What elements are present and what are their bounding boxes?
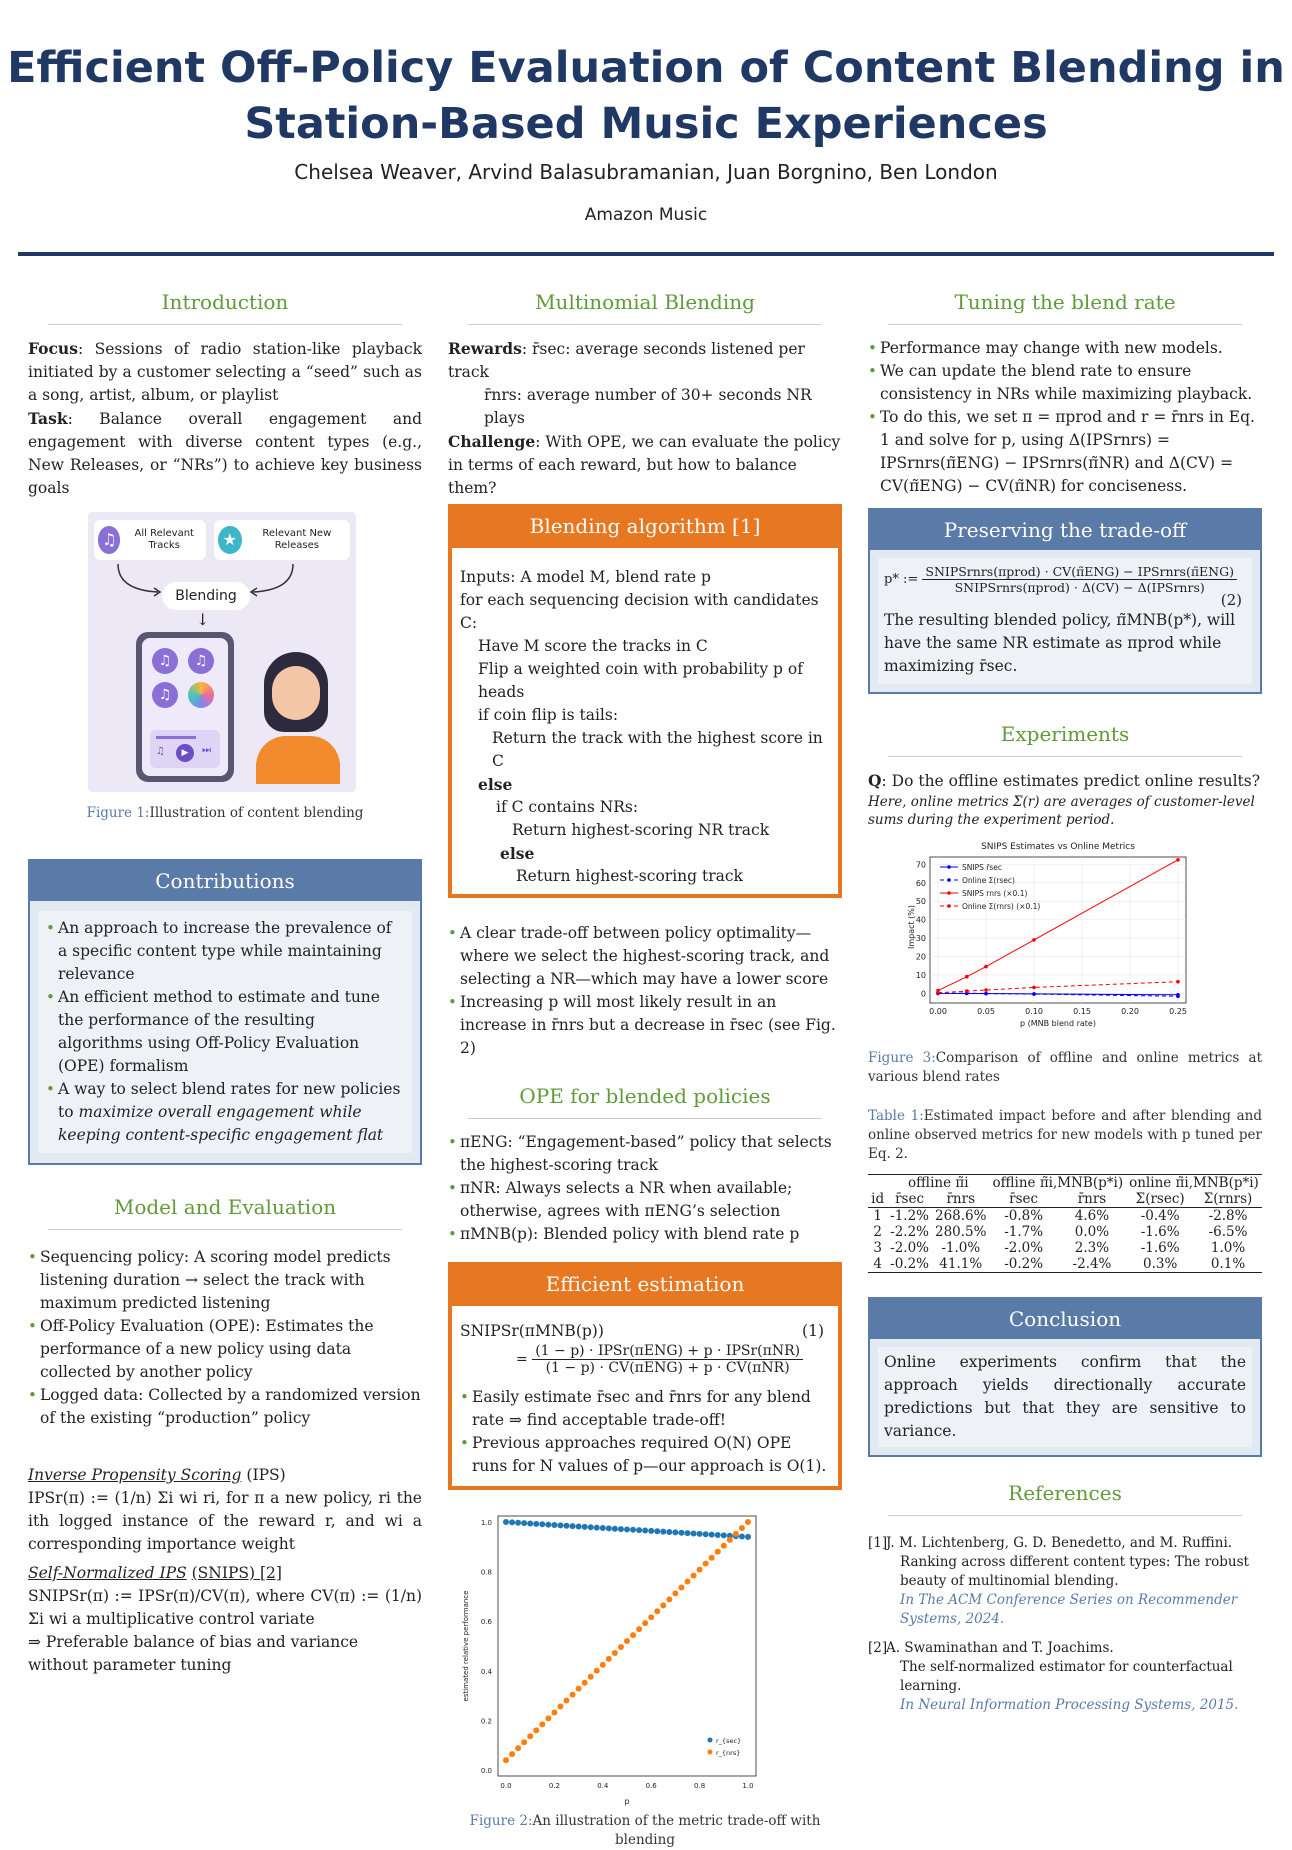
y-tick-label: 0.0 bbox=[480, 1767, 492, 1775]
data-point bbox=[984, 988, 988, 992]
model-eval-heading: Model and Evaluation bbox=[113, 1195, 337, 1219]
table-cell: 2 bbox=[873, 1224, 882, 1240]
list-item: • πNR: Always selects a NR when available; otherwise, agrees with πENG’s selection bbox=[448, 1177, 842, 1223]
conclusion-box bbox=[868, 1297, 1262, 1457]
algorithm-heading: Blending algorithm [1] bbox=[452, 508, 838, 548]
table-group-header: online π̃i,MNB(p*i) bbox=[1129, 1175, 1259, 1191]
list-item: • To do this, we set π = πprod and r = r̄nrs in Eq. 1 and solve for p, using Δ(IPSrnrs) = IPSrnrs(π̃ENG) − IPSrnrs(π̃NR) and Δ(CV) = CV(π̃ENG) − CV(π̃NR) for conciseness. bbox=[868, 406, 1262, 498]
data-point bbox=[715, 1532, 721, 1538]
x-axis-label: p bbox=[624, 1797, 630, 1806]
y-tick-label: 20 bbox=[915, 952, 926, 962]
table-cell: 1.0% bbox=[1210, 1240, 1246, 1256]
table-cell: -0.2% bbox=[1004, 1256, 1044, 1272]
data-point bbox=[1176, 994, 1180, 998]
data-point bbox=[672, 1529, 678, 1535]
snips-heading: Self-Normalized IPS (SNIPS) [2] bbox=[28, 1564, 282, 1582]
algo-line: Return highest-scoring track bbox=[516, 867, 743, 885]
data-point bbox=[642, 1528, 648, 1534]
data-point bbox=[936, 991, 940, 995]
data-point bbox=[709, 1555, 715, 1561]
tag-new-releases: ★ Relevant New Releases bbox=[214, 520, 350, 560]
table-cell: -0.8% bbox=[1004, 1208, 1044, 1224]
data-point bbox=[703, 1561, 709, 1567]
list-item: • Performance may change with new models. bbox=[868, 337, 1262, 360]
data-point bbox=[678, 1530, 684, 1536]
data-point bbox=[533, 1521, 539, 1527]
x-tick-label: 0.15 bbox=[1073, 1007, 1091, 1016]
affiliation: Amazon Music bbox=[584, 205, 708, 225]
table-cell: -2.0% bbox=[890, 1240, 929, 1256]
algo-line: if coin flip is tails: bbox=[478, 706, 619, 724]
table-cell: 268.6% bbox=[935, 1208, 987, 1224]
music-note-icon: ♫ bbox=[98, 526, 120, 554]
data-point bbox=[624, 1638, 630, 1644]
table-row bbox=[868, 1208, 1262, 1225]
data-point bbox=[600, 1525, 606, 1531]
data-point bbox=[551, 1709, 557, 1715]
header-divider bbox=[18, 252, 1274, 256]
y-tick-label: 0.6 bbox=[480, 1618, 492, 1627]
algorithm-body bbox=[452, 548, 838, 894]
series-line bbox=[938, 982, 1178, 993]
intro-task: Task: Balance overall engagement and engagement with diverse content types (e.g., New Releases, or “NRs”) to achieve key business goals bbox=[28, 409, 422, 497]
data-point bbox=[660, 1529, 666, 1535]
table-cell: -0.2% bbox=[890, 1256, 929, 1272]
data-point bbox=[965, 975, 969, 979]
legend-marker bbox=[947, 878, 951, 882]
algo-line: Return the track with the highest score in C bbox=[492, 729, 823, 770]
x-tick-label: 0.8 bbox=[694, 1782, 706, 1790]
star-icon: ★ bbox=[218, 526, 242, 554]
legend-marker bbox=[947, 904, 951, 908]
conclusion-heading: Conclusion bbox=[870, 1299, 1260, 1339]
legend-marker bbox=[708, 1738, 713, 1743]
legend-label: r_{sec} bbox=[716, 1737, 742, 1745]
list-item: • Logged data: Collected by a randomized version of the existing “production” policy bbox=[28, 1384, 422, 1430]
table-cell: -2.4% bbox=[1072, 1256, 1112, 1272]
reference-link[interactable]: In Neural Information Processing Systems, 2015. bbox=[900, 1697, 1239, 1713]
data-point bbox=[965, 989, 969, 993]
data-point bbox=[691, 1573, 697, 1579]
table-cell: -1.6% bbox=[1140, 1240, 1180, 1256]
play-icon: ▶ bbox=[176, 744, 194, 762]
data-point bbox=[594, 1668, 600, 1674]
preserving-box bbox=[868, 508, 1262, 694]
y-tick-label: 0 bbox=[920, 989, 926, 999]
legend-marker bbox=[947, 865, 951, 869]
table-column-header: id bbox=[871, 1191, 885, 1207]
table-cell: 0.0% bbox=[1074, 1224, 1110, 1240]
data-point bbox=[1032, 938, 1036, 942]
x-tick-label: 0.10 bbox=[1025, 1007, 1043, 1016]
table-cell: 0.3% bbox=[1143, 1256, 1178, 1272]
table-cell: 3 bbox=[873, 1240, 882, 1256]
data-point bbox=[527, 1520, 533, 1526]
y-tick-label: 1.0 bbox=[480, 1519, 492, 1527]
data-point bbox=[521, 1520, 527, 1526]
data-point bbox=[1176, 980, 1180, 984]
data-point bbox=[721, 1543, 727, 1549]
table-row bbox=[868, 1256, 1262, 1273]
data-point bbox=[745, 1534, 751, 1540]
estimation-box bbox=[448, 1262, 842, 1490]
data-point bbox=[509, 1519, 515, 1525]
data-point bbox=[600, 1662, 606, 1668]
list-item: • Off-Policy Evaluation (OPE): Estimates the performance of a new policy using data collected by another policy bbox=[28, 1315, 422, 1384]
x-tick-label: 0.00 bbox=[929, 1007, 947, 1016]
reference-item: [1] J. M. Lichtenberg, G. D. Benedetto, and M. Ruffini. Ranking across different content types: The robust beauty of multinomial blending. In The ACM Conference Series on Recommender Systems, 2024. bbox=[868, 1534, 1262, 1629]
table-cell: 4 bbox=[873, 1256, 882, 1272]
data-point bbox=[527, 1733, 533, 1739]
data-point bbox=[666, 1529, 672, 1535]
algorithm-box bbox=[448, 504, 842, 898]
data-point bbox=[984, 965, 988, 969]
algo-line: for each sequencing decision with candidates C: bbox=[460, 591, 819, 632]
legend-marker bbox=[708, 1750, 713, 1755]
figure2-caption: Figure 2:An illustration of the metric trade-off with blending bbox=[469, 1813, 821, 1848]
list-item: • Easily estimate r̄sec and r̄nrs for any blend rate ⇒ find acceptable trade-off! bbox=[460, 1386, 830, 1432]
data-point bbox=[630, 1527, 636, 1533]
data-point bbox=[715, 1549, 721, 1555]
legend-label: r_{nrs} bbox=[716, 1749, 741, 1757]
results-table bbox=[868, 1174, 1262, 1273]
contributions-list bbox=[46, 917, 404, 1147]
table-column-header: r̄nrs bbox=[1077, 1191, 1107, 1207]
column-middle bbox=[448, 290, 842, 1850]
data-point bbox=[588, 1674, 594, 1680]
data-point bbox=[721, 1532, 727, 1538]
contributions-box bbox=[28, 859, 422, 1165]
x-axis-label: p (MNB blend rate) bbox=[1020, 1019, 1096, 1028]
legend-label: SNIPS rnrs (×0.1) bbox=[962, 889, 1028, 898]
figure2-chart bbox=[448, 1508, 842, 1812]
data-point bbox=[660, 1602, 666, 1608]
data-point bbox=[636, 1527, 642, 1533]
data-point bbox=[503, 1757, 509, 1763]
data-point bbox=[685, 1579, 691, 1585]
data-point bbox=[570, 1692, 576, 1698]
data-point bbox=[678, 1584, 684, 1590]
conclusion-text: Online experiments confirm that the approach yields directionally accurate predictions but that they are sensitive to variance. bbox=[884, 1353, 1246, 1440]
challenge-text: Challenge: With OPE, we can evaluate the policy in terms of each reward, but how to balance them? bbox=[448, 432, 841, 497]
data-point bbox=[733, 1531, 739, 1537]
reference-item: [2] A. Swaminathan and T. Joachims. The self-normalized estimator for counterfactual learning. In Neural Information Processing Systems, 2015. bbox=[868, 1639, 1262, 1715]
equation-1: SNIPSr(πMNB(p)) (1) = $\frac{\text{(1 − p) · IPSr(πENG) + p · IPSr(πNR)}}{\text{(1 − p) · CV(πENG) + p · CV(πNR)}}$ bbox=[460, 1322, 824, 1376]
list-item: • Previous approaches required O(N) OPE runs for N values of p—our approach is O(1). bbox=[460, 1432, 830, 1478]
preserving-text: The resulting blended policy, π̃MNB(p*), will have the same NR estimate as πprod while maximizing r̄sec. bbox=[884, 611, 1236, 675]
data-point bbox=[672, 1590, 678, 1596]
references-heading: References bbox=[1008, 1481, 1122, 1505]
table-column-header: Σ(rnrs) bbox=[1203, 1191, 1253, 1207]
data-point bbox=[745, 1519, 751, 1525]
poster-title: Efficient Off-Policy Evaluation of Content Blending in Station-Based Music Experiences bbox=[7, 43, 1285, 149]
ope-list bbox=[448, 1131, 842, 1246]
y-tick-label: 10 bbox=[915, 970, 926, 980]
data-point bbox=[1032, 992, 1036, 996]
data-point bbox=[618, 1644, 624, 1650]
x-tick-label: 1.0 bbox=[742, 1782, 754, 1790]
table-column-header: Σ(rsec) bbox=[1135, 1191, 1185, 1207]
figure3-svg bbox=[868, 837, 1262, 1037]
experiments-note: Here, online metrics Σ(r) are averages of customer-level sums during the experiment period. bbox=[868, 794, 1255, 828]
data-point bbox=[685, 1530, 691, 1536]
data-point bbox=[533, 1727, 539, 1733]
table-cell: -2.8% bbox=[1208, 1208, 1248, 1224]
x-tick-label: 0.6 bbox=[645, 1782, 657, 1790]
table-cell: 4.6% bbox=[1074, 1208, 1110, 1224]
data-point bbox=[624, 1526, 630, 1532]
tuning-list bbox=[868, 337, 1262, 498]
table-cell: -0.4% bbox=[1140, 1208, 1180, 1224]
y-tick-label: 50 bbox=[915, 897, 926, 907]
data-point bbox=[503, 1519, 509, 1525]
y-tick-label: 70 bbox=[915, 860, 926, 870]
intro-focus: Focus: Sessions of radio station-like playback initiated by a customer selecting a “seed” such as a song, artist, album, or playlist bbox=[28, 339, 422, 404]
figure1-caption: Figure 1:Illustration of content blending bbox=[86, 805, 364, 821]
data-point bbox=[612, 1650, 618, 1656]
data-point bbox=[509, 1751, 515, 1757]
data-point bbox=[984, 992, 988, 996]
figure3-caption: Figure 3:Comparison of offline and online metrics at various blend rates bbox=[868, 1050, 1262, 1085]
data-point bbox=[539, 1721, 545, 1727]
list-item: • Increasing p will most likely result in an increase in r̄nrs but a decrease in r̄sec (see Fig. 2) bbox=[448, 991, 842, 1060]
estimation-list bbox=[460, 1386, 830, 1478]
algo-line: Inputs: A model M, blend rate p bbox=[460, 568, 711, 586]
data-point bbox=[521, 1739, 527, 1745]
data-point bbox=[642, 1620, 648, 1626]
column-left bbox=[28, 290, 422, 1677]
figure3-chart bbox=[868, 837, 1262, 1041]
table-cell: -1.6% bbox=[1140, 1224, 1180, 1240]
data-point bbox=[691, 1531, 697, 1537]
data-point bbox=[618, 1526, 624, 1532]
snips-definition: SNIPSr(π) := IPSr(π)/CV(π), where CV(π) := (1/n) Σi wi a multiplicative control variate bbox=[28, 1587, 422, 1628]
data-point bbox=[606, 1525, 612, 1531]
intro-heading: Introduction bbox=[161, 290, 289, 314]
list-item: • A clear trade-off between policy optimality—where we select the highest-scoring track, and selecting a NR—which may have a lower score bbox=[448, 922, 842, 991]
contributions-heading: Contributions bbox=[30, 861, 420, 901]
multinomial-list bbox=[448, 922, 842, 1060]
snips-note: ⇒ Preferable balance of bias and variance without parameter tuning bbox=[28, 1633, 359, 1674]
table-cell: 1 bbox=[873, 1208, 882, 1224]
y-tick-label: 0.4 bbox=[480, 1667, 492, 1676]
ope-heading: OPE for blended policies bbox=[519, 1084, 771, 1108]
data-point bbox=[588, 1524, 594, 1530]
table-group-header: offline π̃i,MNB(p*i) bbox=[992, 1175, 1124, 1191]
experiments-question: Q: Do the offline estimates predict online results? bbox=[868, 771, 1261, 790]
data-point bbox=[630, 1632, 636, 1638]
data-point bbox=[576, 1686, 582, 1692]
algo-line: else bbox=[478, 775, 513, 794]
y-tick-label: 0.2 bbox=[480, 1717, 492, 1726]
list-item: • A way to select blend rates for new policies to maximize overall engagement while keeping content-specific engagement flat bbox=[46, 1078, 404, 1147]
data-point bbox=[612, 1526, 618, 1532]
list-item: • Sequencing policy: A scoring model predicts listening duration → select the track with maximum predicted listening bbox=[28, 1246, 422, 1315]
table-group-header: offline π̃i bbox=[908, 1175, 969, 1191]
data-point bbox=[545, 1522, 551, 1528]
data-point bbox=[515, 1745, 521, 1751]
data-point bbox=[1176, 858, 1180, 862]
x-tick-label: 0.20 bbox=[1121, 1007, 1139, 1016]
data-point bbox=[551, 1522, 557, 1528]
x-tick-label: 0.25 bbox=[1169, 1007, 1187, 1016]
data-point bbox=[739, 1525, 745, 1531]
x-tick-label: 0.05 bbox=[977, 1007, 995, 1016]
data-point bbox=[697, 1531, 703, 1537]
table-cell: -1.2% bbox=[890, 1208, 929, 1224]
data-point bbox=[739, 1534, 745, 1540]
data-point bbox=[564, 1698, 570, 1704]
model-eval-list bbox=[28, 1246, 422, 1430]
preserving-heading: Preserving the trade-off bbox=[870, 510, 1260, 550]
blending-label: Blending bbox=[162, 582, 250, 610]
ips-heading: Inverse Propensity Scoring (IPS) bbox=[28, 1466, 286, 1484]
data-point bbox=[654, 1528, 660, 1534]
table-row bbox=[868, 1224, 1262, 1240]
down-arrow-icon: ↓ bbox=[196, 610, 210, 629]
table-cell: -2.0% bbox=[1004, 1240, 1044, 1256]
listener-avatar bbox=[248, 652, 344, 784]
algo-line: Return highest-scoring NR track bbox=[512, 821, 770, 839]
algo-line: Have M score the tracks in C bbox=[478, 637, 708, 655]
equation-2: p* := $\frac{\text{SNIPSrnrs(πprod) · CV(π̃ENG) − IPSrnrs(π̃ENG)}}{\text{SNIPSrnrs(πprod) · Δ(CV) − Δ(IPSrnrs)}}$ (2) bbox=[884, 564, 1242, 609]
data-point bbox=[582, 1524, 588, 1530]
list-item: • We can update the blend rate to ensure consistency in NRs while maximizing playback. bbox=[868, 360, 1262, 406]
table-cell: 0.1% bbox=[1210, 1256, 1246, 1272]
table-row bbox=[868, 1240, 1262, 1256]
data-point bbox=[1032, 986, 1036, 990]
data-point bbox=[697, 1567, 703, 1573]
x-tick-label: 0.0 bbox=[500, 1782, 512, 1790]
legend-label: Online Σ(rsec) bbox=[962, 876, 1015, 885]
algo-line: if C contains NRs: bbox=[496, 798, 639, 816]
y-tick-label: 60 bbox=[915, 878, 926, 888]
x-tick-label: 0.2 bbox=[548, 1782, 560, 1790]
legend-label: Online Σ(rnrs) (×0.1) bbox=[962, 902, 1041, 911]
algo-line: else bbox=[500, 844, 535, 863]
data-point bbox=[666, 1596, 672, 1602]
data-point bbox=[576, 1523, 582, 1529]
chart-title: SNIPS Estimates vs Online Metrics bbox=[981, 842, 1135, 852]
algo-line: Flip a weighted coin with probability p of heads bbox=[478, 660, 803, 701]
legend-marker bbox=[947, 891, 951, 895]
estimation-heading: Efficient estimation bbox=[452, 1266, 838, 1306]
data-point bbox=[606, 1656, 612, 1662]
y-axis-label: Impact (%) bbox=[907, 904, 916, 950]
table-cell: -6.5% bbox=[1208, 1224, 1248, 1240]
table-cell: -1.0% bbox=[941, 1240, 981, 1256]
rewards-line-2: r̄nrs: average number of 30+ seconds NR plays bbox=[484, 386, 812, 427]
x-tick-label: 0.4 bbox=[597, 1782, 609, 1790]
data-point bbox=[727, 1537, 733, 1543]
tag-all-tracks: ♫ All Relevant Tracks bbox=[94, 520, 206, 560]
tuning-heading: Tuning the blend rate bbox=[954, 290, 1176, 314]
table-cell: -2.2% bbox=[890, 1224, 929, 1240]
y-tick-label: 30 bbox=[915, 934, 926, 944]
table-column-header: r̄sec bbox=[895, 1191, 925, 1207]
data-point bbox=[654, 1608, 660, 1614]
data-point bbox=[582, 1680, 588, 1686]
rewards-line: Rewards: r̄sec: average seconds listened per track bbox=[448, 339, 805, 381]
data-point bbox=[648, 1528, 654, 1534]
data-point bbox=[703, 1531, 709, 1537]
data-point bbox=[648, 1614, 654, 1620]
estimation-body bbox=[452, 1306, 838, 1486]
data-point bbox=[570, 1523, 576, 1529]
figure2-svg bbox=[448, 1508, 842, 1808]
ips-definition: IPSr(π) := (1/n) Σi wi ri, for π a new policy, ri the ith logged instance of the reward r, and wi a corresponding importance weight bbox=[28, 1489, 422, 1553]
table-cell: 280.5% bbox=[935, 1224, 987, 1240]
list-item: • An efficient method to estimate and tune the performance of the resulting algorithms using Off-Policy Evaluation (OPE) formalism bbox=[46, 986, 404, 1078]
authors: Chelsea Weaver, Arvind Balasubramanian, Juan Borgnino, Ben London bbox=[294, 160, 998, 184]
table1-caption: Table 1:Estimated impact before and after blending and online observed metrics for new models with p tuned per Eq. 2. bbox=[868, 1108, 1263, 1162]
legend-label: SNIPS r̄sec bbox=[962, 863, 1002, 872]
list-item: • πENG: “Engagement-based” policy that selects the highest-scoring track bbox=[448, 1131, 842, 1177]
phone-illustration: ♫ ♫ ♫ ▶ ♫ ⏭ bbox=[136, 632, 234, 782]
y-axis-label: estimated relative performance bbox=[462, 1590, 470, 1702]
data-point bbox=[515, 1520, 521, 1526]
data-point bbox=[636, 1626, 642, 1632]
list-item: • An approach to increase the prevalence of a specific content type while maintaining relevance bbox=[46, 917, 404, 986]
y-tick-label: 0.8 bbox=[480, 1568, 492, 1577]
data-point bbox=[557, 1522, 563, 1528]
table-column-header: r̄nrs bbox=[946, 1191, 975, 1207]
reference-link[interactable]: In The ACM Conference Series on Recommender Systems, 2024. bbox=[900, 1592, 1238, 1627]
table-cell: -1.7% bbox=[1004, 1224, 1044, 1240]
data-point bbox=[557, 1704, 563, 1710]
data-point bbox=[545, 1715, 551, 1721]
references-list bbox=[868, 1534, 1262, 1715]
data-point bbox=[539, 1521, 545, 1527]
table-cell: 41.1% bbox=[939, 1256, 983, 1272]
column-right bbox=[868, 290, 1262, 1715]
experiments-heading: Experiments bbox=[1000, 722, 1130, 746]
data-point bbox=[709, 1532, 715, 1538]
data-point bbox=[564, 1523, 570, 1529]
table-column-header: r̄sec bbox=[1009, 1191, 1039, 1207]
data-point bbox=[594, 1525, 600, 1531]
multinomial-heading: Multinomial Blending bbox=[535, 290, 755, 314]
list-item: • πMNB(p): Blended policy with blend rate p bbox=[448, 1223, 842, 1246]
figure1-illustration bbox=[88, 512, 356, 792]
y-tick-label: 40 bbox=[915, 915, 926, 925]
table-cell: 2.3% bbox=[1074, 1240, 1110, 1256]
